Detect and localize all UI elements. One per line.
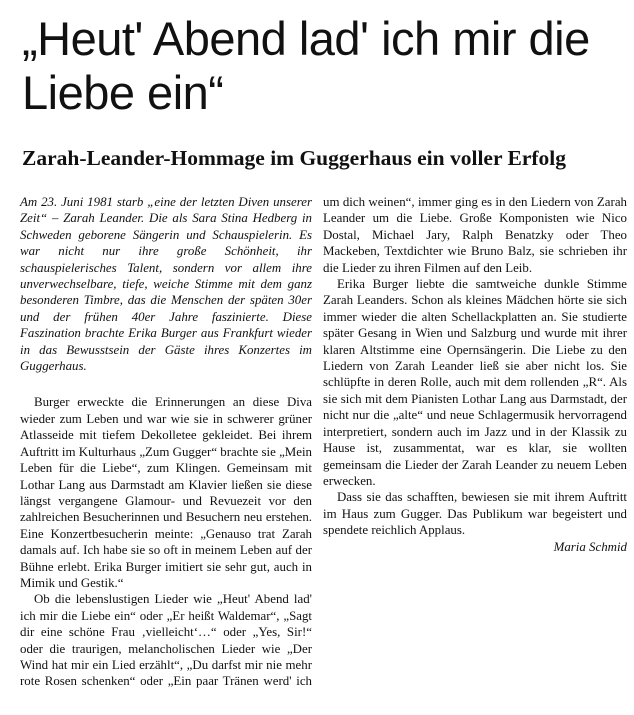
article-paragraph-2: Ob die lebenslustigen Lieder wie „Heut' Abend lad' ich mir die Liebe ein“ oder „Er heißt Waldemar“, „Sagt dir eine schöne Frau ‚vielleicht‘…“ oder „Yes, Sir!“ oder die traurigen, melancholischen Lieder wie „Der Wind hat mir ein Lied erzählt“, „Du darfst mir nie mehr rote Rosen schenken“ oder „Ein paar Tränen werd' ich — [20, 592, 312, 689]
article-intro: Am 23. Juni 1981 starb „eine der letzten Diven unserer Zeit“ – Zarah Leander. Die als Sara Stina Hedberg in Schweden geborene Sängerin und Schauspielerin. Es war nicht nur ihre große Schönheit, ihr schauspielerisches Talent, sondern vor allem ihre unverwechselbare, tiefe, weiche Stimme mit dem ganz besonderen Timbre, das die Menschen der späten 30er und der frühen 40er Jahre faszinierte. Diese Faszination brachte Erika Burger aus Frankfurt wieder in das Bewusstsein der Gäste ihres Konzertes im Guggerhaus. — [20, 195, 312, 374]
article-column-right — [323, 194, 627, 555]
article-paragraph-4: Dass sie das schafften, bewiesen sie mit ihrem Auftritt im Haus zum Gugger. Das Publikum war begeistert und spendete reichlich Applaus. — [323, 490, 627, 538]
article-column-left — [20, 194, 312, 690]
article-subtitle: Zarah-Leander-Hommage im Guggerhaus ein voller Erfolg — [22, 146, 567, 170]
column-divider — [312, 196, 313, 696]
article-paragraph-1: Burger erweckte die Erinnerungen an diese Diva wieder zum Leben und war wie sie in schwerer grüner Atlasseide mit tiefem Dekolletee gekleidet. Bei ihrem Auftritt im Kulturhaus „Zum Gugger“ brachte sie „Mein Leben für die Liebe“, zum Klingen. Gemeinsam mit Lothar Lang aus Darmstadt am Klavier ließen sie diese längst vergangene Glamour- und Revuezeit vor den zahlreichen Besucherinnen und Besuchern neu erstehen. Eine Konzertbesucherin meinte: „Genauso trat Zarah damals auf. Ich habe sie so oft in meinem Leben auf der Bühne erlebt. Erika Burger imitiert sie sehr gut, auch in Mimik und Gestik.“ — [20, 395, 312, 590]
article-paragraph-3: Erika Burger liebte die samtweiche dunkle Stimme Zarah Leanders. Schon als kleines Mädchen hörte sie sich immer wieder die alten Schellackplatten an. Sie studierte später Gesang in Wien und Salzburg und wurde mit ihrer klaren Altstimme eine Opernsängerin. Die Liebe zu den Liedern von Zarah Leander ließ sie aber nicht los. Sie schlüpfte in deren Rolle, auch mit dem rollenden „R“. Als sie sich mit dem Pianisten Lothar Lang aus Darmstadt, der nicht nur die „alte“ und neue Schlagermusik hervorragend interpretiert, sondern auch im Jazz und in der Klassik zu Hause ist, zusammentat, war es klar, sie wollten gemeinsam die Lieder der Zarah Leander zu neuem Leben erwecken. — [323, 277, 627, 488]
article-author: Maria Schmid — [553, 539, 627, 554]
article-paragraph-2-continued: um dich weinen“, immer ging es in den Liedern von Zarah Leander um die Liebe. Große Komponisten wie Nico Dostal, Michael Jary, Ralph Benatzky oder Theo Mackeben, Textdichter wie Bruno Balz, sie schrieben ihr die Lieder zu ihren Filmen auf den Leib. — [323, 195, 627, 275]
article-headline: „Heut' Abend lad' ich mir die Liebe ein“ — [22, 12, 590, 119]
